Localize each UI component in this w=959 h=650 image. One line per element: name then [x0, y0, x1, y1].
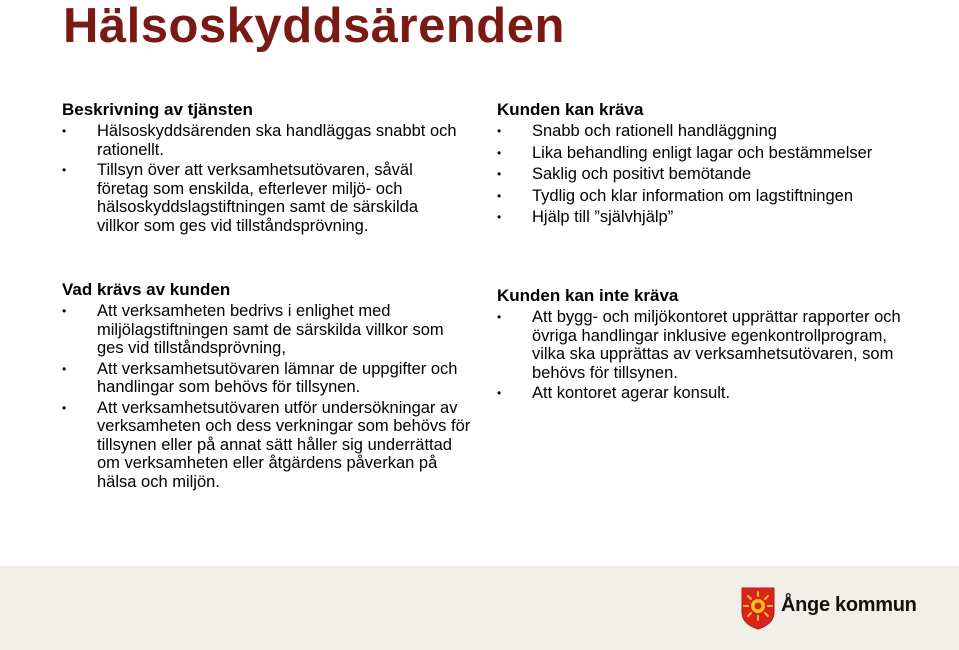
- customer-can-demand-section: [497, 100, 917, 230]
- list-item: • Att verksamhetsutövaren lämnar de uppgifter och handlingar som behövs för tillsynen.: [62, 359, 458, 396]
- bullet-icon: •: [497, 210, 502, 224]
- service-description-list: [62, 122, 462, 235]
- bullet-icon: •: [62, 400, 67, 415]
- bullet-icon: •: [62, 163, 67, 177]
- list-item: • Att bygg- och miljökontoret upprättar rapporter och övriga handlingar inklusive egenkontrollprogram, vilka ska upprättas av verksamhetsutövaren, som behövs för tillsynen.: [497, 308, 901, 382]
- service-description-heading: Beskrivning av tjänsten: [62, 100, 253, 119]
- ange-kommun-logo-icon: [740, 586, 776, 630]
- bullet-icon: •: [62, 124, 67, 138]
- list-item: • Lika behandling enligt lagar och bestämmelser: [497, 143, 873, 162]
- list-item: • Att verksamheten bedrivs i enlighet med miljölagstiftningen samt de särskilda villkor som ges vid tillståndsprövning,: [62, 302, 444, 357]
- customer-cannot-demand-section: [497, 286, 917, 405]
- service-description-section: [62, 100, 462, 237]
- bullet-icon: •: [497, 386, 502, 400]
- list-item: • Hälsoskyddsärenden ska handläggas snabbt och rationellt.: [62, 122, 457, 159]
- list-item: • Hjälp till ”självhjälp”: [497, 208, 674, 226]
- list-item: • Saklig och positivt bemötande: [497, 165, 752, 183]
- bullet-icon: •: [497, 124, 502, 138]
- customer-can-demand-list: [497, 122, 917, 227]
- list-item: • Att verksamhetsutövaren utför undersökningar av verksamheten och dess verkningar som behövs för tillsynen eller på annat sätt håller sig underrättad om verksamheten eller åtgärdens påverkan på hälsa och miljön.: [62, 398, 471, 491]
- bullet-icon: •: [62, 361, 67, 376]
- bullet-icon: •: [497, 310, 502, 324]
- customer-cannot-demand-list: [497, 308, 917, 403]
- required-of-customer-section: [62, 280, 472, 493]
- customer-can-demand-heading: Kunden kan kräva: [497, 100, 644, 119]
- list-item: • Att kontoret agerar konsult.: [497, 384, 731, 402]
- bullet-icon: •: [497, 167, 502, 181]
- list-item: • Snabb och rationell handläggning: [497, 122, 777, 140]
- bullet-icon: •: [497, 145, 502, 160]
- page-title: Hälsoskyddsärenden: [63, 0, 565, 53]
- list-item: • Tillsyn över att verksamhetsutövaren, såväl företag som enskilda, efterlever miljö- och hälsoskyddslagstiftningen samt de särskilda villkor som ges vid tillståndsprövning.: [62, 161, 419, 235]
- logo-text: Ånge kommun: [781, 594, 917, 616]
- customer-cannot-demand-heading: Kunden kan inte kräva: [497, 286, 679, 305]
- list-item: • Tydlig och klar information om lagstiftningen: [497, 186, 853, 205]
- bullet-icon: •: [497, 188, 502, 203]
- required-of-customer-heading: Vad krävs av kunden: [62, 280, 231, 299]
- required-of-customer-list: [62, 302, 472, 491]
- bullet-icon: •: [62, 304, 67, 318]
